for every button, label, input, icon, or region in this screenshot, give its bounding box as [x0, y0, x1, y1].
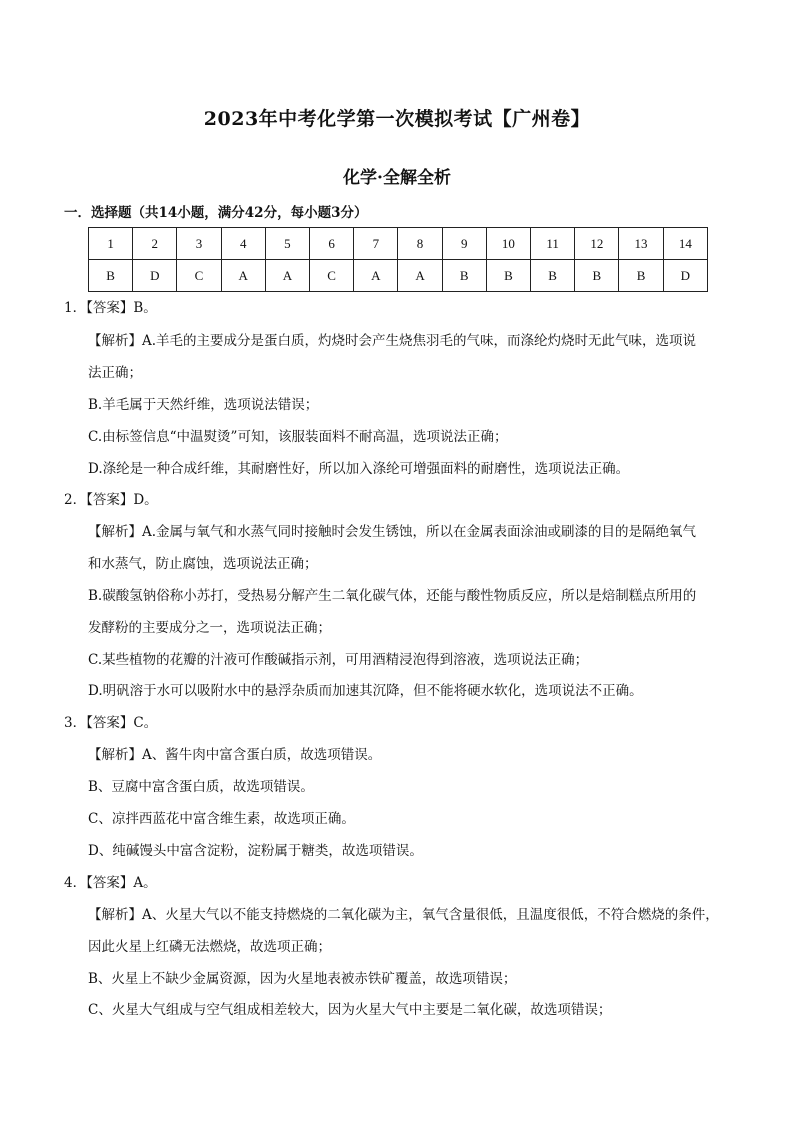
question-number-cell: 8 — [398, 228, 442, 260]
answer-cell: A — [265, 260, 309, 292]
question-number-cell: 6 — [310, 228, 354, 260]
q4-analysis-line: B、火星上不缺少金属资源，因为火星地表被赤铁矿覆盖，故选项错误； — [88, 971, 517, 987]
question-number-cell: 4 — [221, 228, 265, 260]
q2-analysis-line: D.明矾溶于水可以吸附水中的悬浮杂质而加速其沉降，但不能将硬水软化，选项说法不正确。 — [88, 683, 643, 699]
q2-analysis-line: C.某些植物的花瓣的汁液可作酸碱指示剂，可用酒精浸泡得到溶液，选项说法正确； — [88, 652, 589, 668]
answer-cell: D — [663, 260, 707, 292]
question-number-cell: 1 — [89, 228, 133, 260]
answer-table-answers-row — [89, 260, 708, 292]
answer-cell: A — [398, 260, 442, 292]
q4-analysis-line: C、火星大气组成与空气组成相差较大，因为火星大气中主要是二氧化碳，故选项错误； — [88, 1002, 612, 1018]
answer-cell: B — [575, 260, 619, 292]
answer-cell: A — [221, 260, 265, 292]
question-number-cell: 14 — [663, 228, 707, 260]
q2-analysis-line: B.碳酸氢钠俗称小苏打，受热易分解产生二氧化碳气体，还能与酸性物质反应，所以是焙制糕点所用的 — [88, 588, 697, 604]
q4-analysis-line: 因此火星上红磷无法燃烧，故选项正确； — [88, 939, 331, 955]
document-title: 2023年中考化学第一次模拟考试【广州卷】 — [203, 108, 591, 130]
q1-analysis-line: D.涤纶是一种合成纤维，其耐磨性好，所以加入涤纶可增强面料的耐磨性，选项说法正确。 — [88, 461, 630, 477]
question-number-cell: 7 — [354, 228, 398, 260]
q2-analysis-line: 【解析】A.金属与氧气和水蒸气同时接触时会发生锈蚀，所以在金属表面涂油或刷漆的目的是隔绝氧气 — [88, 524, 697, 540]
answer-cell: B — [442, 260, 486, 292]
answer-cell: C — [177, 260, 221, 292]
q4-analysis-line: 【解析】A、火星大气以不能支持燃烧的二氧化碳为主，氧气含量很低，且温度很低，不符合燃烧的条件， — [88, 907, 719, 923]
answer-cell: B — [531, 260, 575, 292]
q3-analysis-line: C、凉拌西蓝花中富含维生素，故选项正确。 — [88, 811, 355, 827]
q1-answer: 1．【答案】B。 — [64, 300, 157, 316]
q1-analysis-line: C.由标签信息“中温熨烫”可知，该服装面料不耐高温，选项说法正确； — [88, 429, 508, 445]
q1-analysis-line: 法正确； — [88, 365, 142, 381]
q3-analysis-line: 【解析】A、酱牛肉中富含蛋白质，故选项错误。 — [88, 747, 382, 763]
question-number-cell: 2 — [133, 228, 177, 260]
question-number-cell: 9 — [442, 228, 486, 260]
answer-cell: B — [619, 260, 663, 292]
question-number-cell: 12 — [575, 228, 619, 260]
q2-answer: 2．【答案】D。 — [64, 492, 158, 508]
q1-analysis-line: B.羊毛属于天然纤维，选项说法错误； — [88, 397, 319, 413]
document-subtitle: 化学·全解全析 — [343, 168, 451, 188]
q3-analysis-line: D、纯碱馒头中富含淀粉，淀粉属于糖类，故选项错误。 — [88, 843, 423, 859]
answer-table-numbers-row — [89, 228, 708, 260]
q4-answer: 4．【答案】A。 — [64, 875, 157, 891]
question-number-cell: 13 — [619, 228, 663, 260]
q3-analysis-line: B、豆腐中富含蛋白质，故选项错误。 — [88, 779, 314, 795]
question-number-cell: 11 — [531, 228, 575, 260]
q1-analysis-line: 【解析】A.羊毛的主要成分是蛋白质，灼烧时会产生烧焦羽毛的气味，而涤纶灼烧时无此气味，选项说 — [88, 333, 697, 349]
answer-table — [88, 227, 708, 292]
question-number-cell: 10 — [486, 228, 530, 260]
answer-cell: B — [89, 260, 133, 292]
question-number-cell: 5 — [265, 228, 309, 260]
section-heading: 一．选择题（共14小题，满分42分，每小题3分） — [64, 205, 368, 221]
answer-cell: B — [486, 260, 530, 292]
q2-analysis-line: 和水蒸气，防止腐蚀，选项说法正确； — [88, 556, 318, 572]
answer-cell: A — [354, 260, 398, 292]
question-number-cell: 3 — [177, 228, 221, 260]
answer-cell: D — [133, 260, 177, 292]
answer-cell: C — [310, 260, 354, 292]
q2-analysis-line: 发酵粉的主要成分之一，选项说法正确； — [88, 620, 331, 636]
q3-answer: 3．【答案】C。 — [64, 715, 158, 731]
